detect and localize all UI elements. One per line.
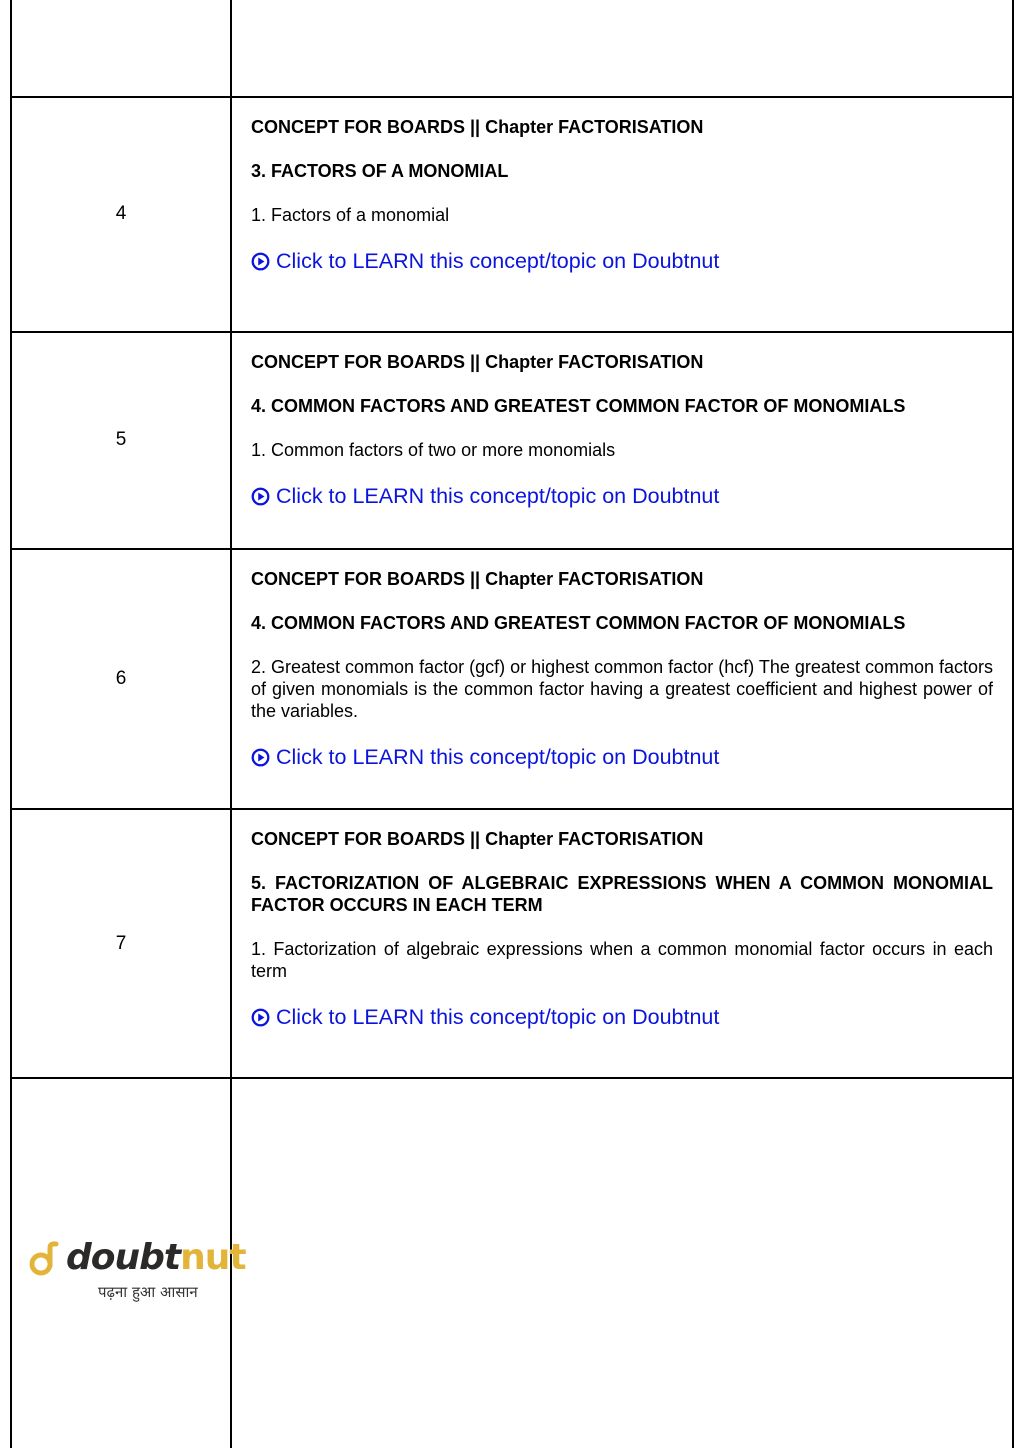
table-row [251, 828, 993, 1030]
row-number: 5 [115, 429, 127, 450]
row-divider [10, 808, 1014, 810]
row-number: 6 [115, 668, 127, 689]
table-row [251, 351, 993, 509]
topic-heading: 3. FACTORS OF A MONOMIAL [251, 161, 509, 181]
concept-label: CONCEPT FOR BOARDS || Chapter FACTORISATION [251, 117, 704, 137]
concept-label: CONCEPT FOR BOARDS || Chapter FACTORISATION [251, 569, 704, 589]
doubtnut-logo [28, 1237, 246, 1308]
play-circle-icon [251, 487, 270, 506]
play-circle-icon [251, 252, 270, 271]
learn-link[interactable] [251, 1004, 993, 1030]
play-circle-icon [251, 748, 270, 767]
table-column-divider [230, 0, 232, 1448]
subtopic-text: 1. Factorization of algebraic expressions when a common monomial factor occurs in each term [251, 939, 993, 981]
learn-link-label: Click to LEARN this concept/topic on Doubtnut [276, 249, 720, 273]
topic-heading: 4. COMMON FACTORS AND GREATEST COMMON FACTOR OF MONOMIALS [251, 613, 906, 633]
logo-word-doubt: doubt [66, 1237, 181, 1278]
learn-link-label: Click to LEARN this concept/topic on Doubtnut [276, 745, 720, 769]
topic-heading: 5. FACTORIZATION OF ALGEBRAIC EXPRESSIONS WHEN A COMMON MONOMIAL FACTOR OCCURS IN EACH TERM [251, 873, 993, 915]
logo-word-nut: nut [180, 1237, 246, 1278]
row-divider [10, 331, 1014, 333]
logo-tagline: पढ़ना हुआ आसान [98, 1283, 198, 1301]
learn-link-label: Click to LEARN this concept/topic on Doubtnut [276, 1005, 720, 1029]
concept-label: CONCEPT FOR BOARDS || Chapter FACTORISATION [251, 829, 704, 849]
logo-d-icon [28, 1240, 62, 1278]
subtopic-text: 2. Greatest common factor (gcf) or highest common factor (hcf) The greatest common factors of given monomials is the common factor having a greatest coefficient and highest power of the variables. [251, 657, 993, 721]
row-divider [10, 1077, 1014, 1079]
table-border-right [1012, 0, 1014, 1448]
row-divider [10, 548, 1014, 550]
play-circle-icon [251, 1008, 270, 1027]
subtopic-text: 1. Factors of a monomial [251, 205, 450, 225]
learn-link[interactable] [251, 248, 993, 274]
row-number: 7 [115, 933, 127, 954]
table-row [251, 116, 993, 274]
learn-link-label: Click to LEARN this concept/topic on Doubtnut [276, 484, 720, 508]
subtopic-text: 1. Common factors of two or more monomials [251, 440, 616, 460]
learn-link[interactable] [251, 483, 993, 509]
learn-link[interactable] [251, 744, 993, 770]
topic-heading: 4. COMMON FACTORS AND GREATEST COMMON FACTOR OF MONOMIALS [251, 396, 906, 416]
row-divider [10, 96, 1014, 98]
table-row [251, 568, 993, 770]
concept-label: CONCEPT FOR BOARDS || Chapter FACTORISATION [251, 352, 704, 372]
row-number: 4 [115, 203, 127, 224]
